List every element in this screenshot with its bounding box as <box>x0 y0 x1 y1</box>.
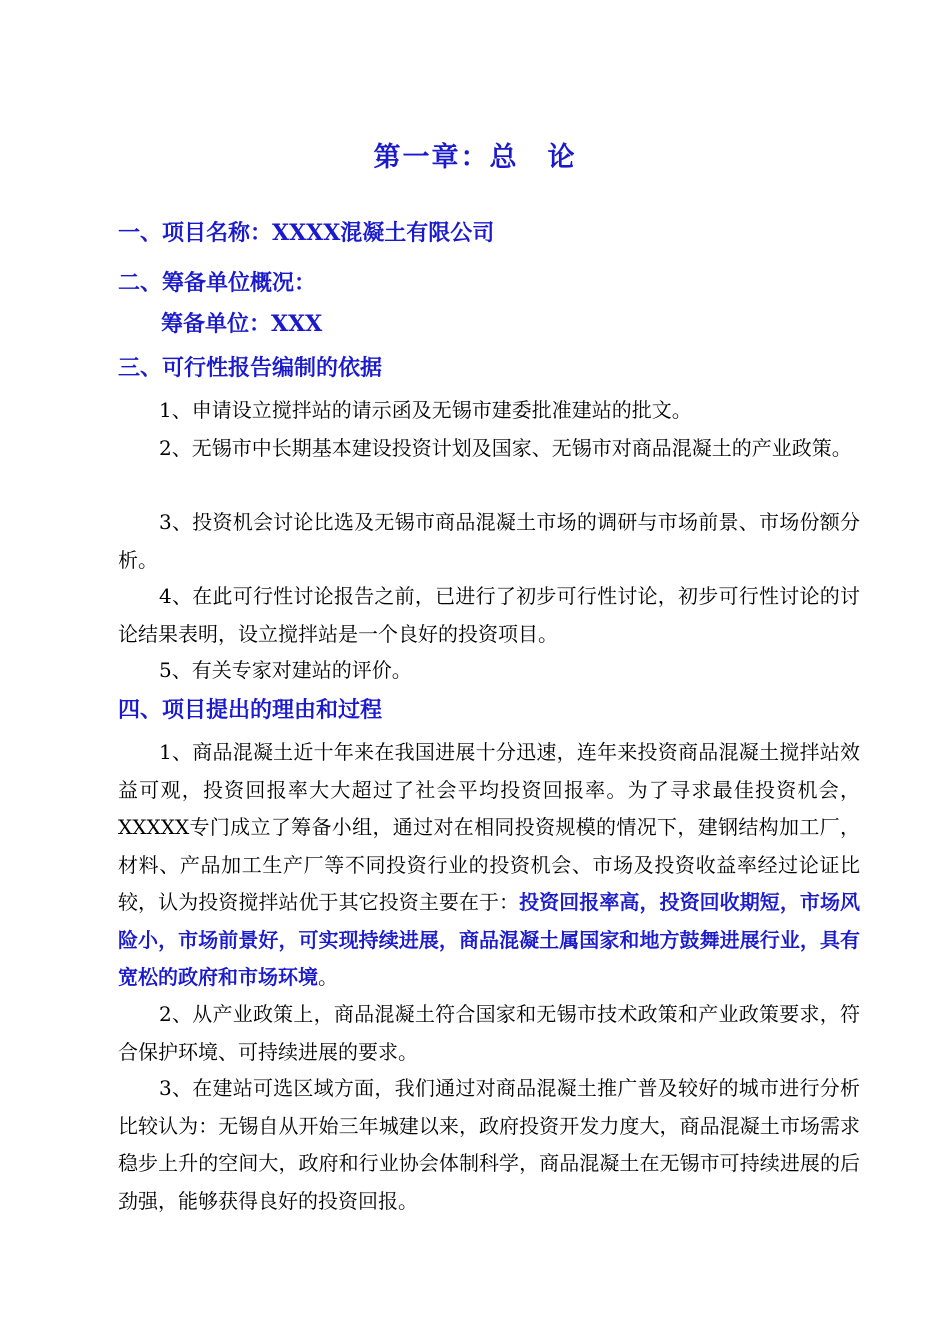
basis-item-2: 2、无锡市中长期基本建设投资计划及国家、无锡市对商品混凝土的产业政策。 <box>159 436 852 460</box>
basis-item-3: 3、投资机会讨论比选及无锡市商品混凝土市场的调研与市场前景、市场份额分析。 <box>118 510 860 572</box>
basis-item-5: 5、有关专家对建站的评价。 <box>159 658 412 682</box>
section-heading-project-name: 一、项目名称：XXXX混凝土有限公司 <box>118 220 495 246</box>
reasons-item-1 <box>118 734 860 997</box>
section-heading-preparation-unit: 二、筹备单位概况： <box>118 270 317 296</box>
section-heading-basis: 三、可行性报告编制的依据 <box>118 355 383 381</box>
section-heading-reasons: 四、项目提出的理由和过程 <box>118 697 383 723</box>
reasons-item-1-end: 。 <box>318 965 338 989</box>
basis-item-4: 4、在此可行性讨论报告之前，已进行了初步可行性讨论，初步可行性讨论的讨论结果表明，设立搅拌站是一个良好的投资项目。 <box>118 584 860 646</box>
reasons-item-1-emphasis: 投资回报率高，投资回收期短，市场风险小，市场前景好，可实现持续进展，商品混凝土属国家和地方鼓舞进展行业，具有宽松的政府和市场环境 <box>118 890 861 989</box>
reasons-item-1-text: 1、商品混凝土近十年来在我国进展十分迅速，连年来投资商品混凝土搅拌站效益可观，投资回报率大大超过了社会平均投资回报率。为了寻求最佳投资机会，XXXXX专门成立了筹备小组，通过对在相同投资规模的情况下，建钢结构加工厂，材料、产品加工生产厂等不同投资行业的投资机会、市场及投资收益率经过论证比较，认为投资搅拌站优于其它投资主要在于： <box>118 740 860 914</box>
reasons-item-3: 3、在建站可选区域方面，我们通过对商品混凝土推广普及较好的城市进行分析比较认为：无锡自从开始三年城建以来，政府投资开发力度大，商品混凝土市场需求稳步上升的空间大，政府和行业协会体制科学，商品混凝土在无锡市可持续进展的后劲强，能够获得良好的投资回报。 <box>118 1076 860 1213</box>
reasons-item-2: 2、从产业政策上，商品混凝土符合国家和无锡市技术政策和产业政策要求，符合保护环境、可持续进展的要求。 <box>118 1002 860 1064</box>
preparation-unit-line: 筹备单位：XXX <box>161 311 323 337</box>
chapter-title: 第一章：总 论 <box>373 142 577 173</box>
basis-item-1: 1、申请设立搅拌站的请示函及无锡市建委批准建站的批文。 <box>159 398 692 422</box>
